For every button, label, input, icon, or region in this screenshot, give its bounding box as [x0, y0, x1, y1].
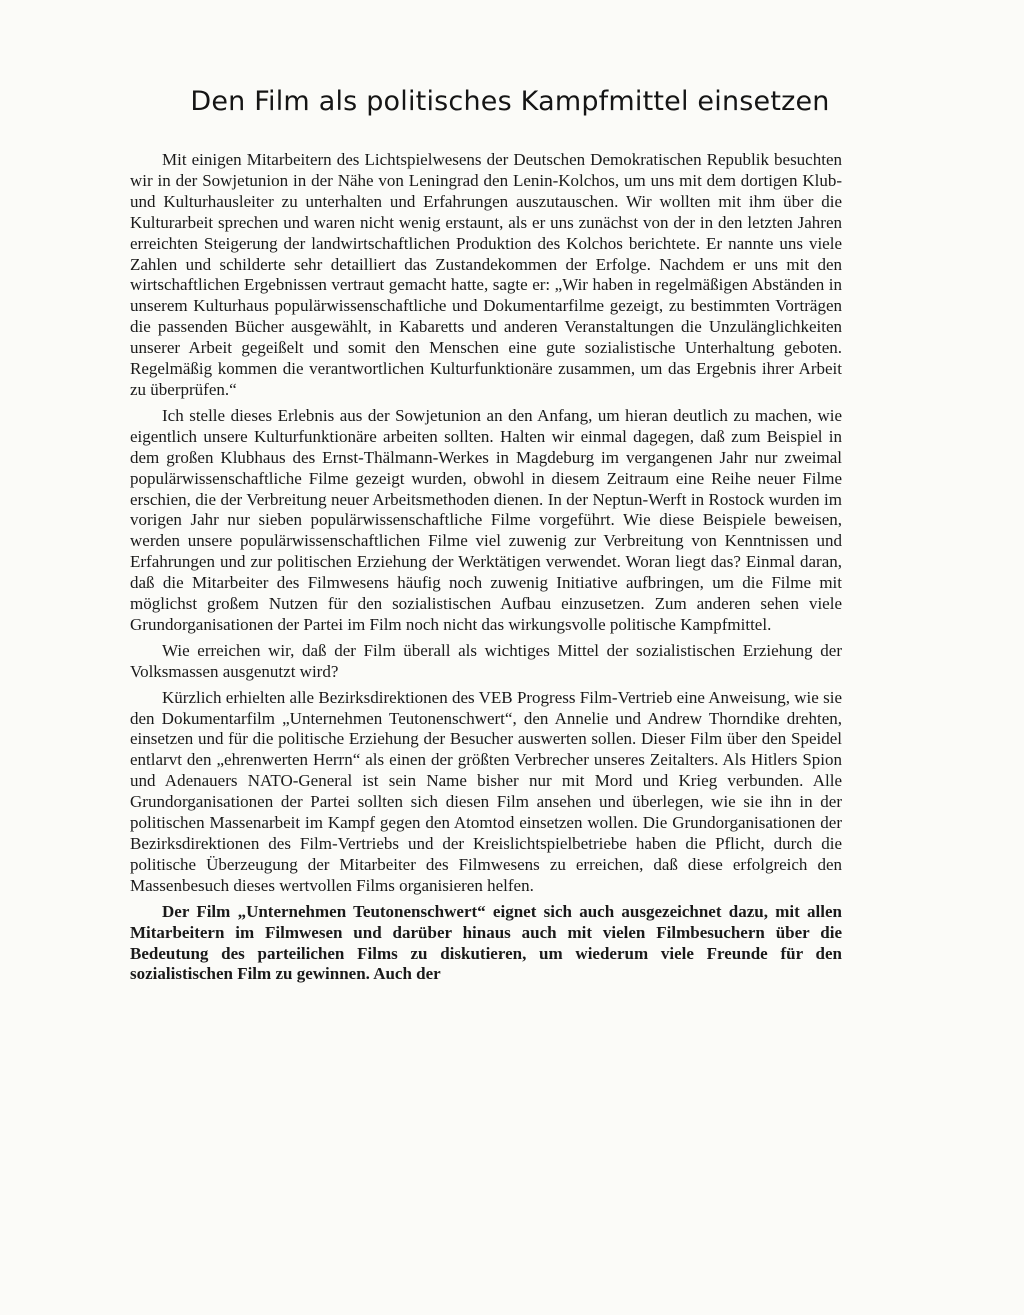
- paragraph-4: Kürzlich erhielten alle Bezirksdirektionen des VEB Progress Film-Vertrieb eine Anweisung, wie sie den Dokumentarfilm „Unternehmen Teutonenschwert“, den Annelie und Andrew Thorndike drehten, einsetzen und für die politische Erziehung der Besucher auswerten sollen. Dieser Film über den Speidel entlarvt den „ehrenwerten Herrn“ als einen der größten Verbrecher unseres Zeitalters. Als Hitlers Spion und Adenauers NATO-General ist sein Name bisher nur mit Mord und Krieg verbunden. Alle Grundorganisationen der Partei sollten sich diesen Film ansehen und überlegen, wie sie ihn in der politischen Massenarbeit im Kampf gegen den Atomtod einsetzen wollen. Die Grundorganisationen der Bezirksdirektionen des Film-Vertriebs und der Kreislichtspielbetriebe haben die Pflicht, durch die politische Überzeugung der Mitarbeiter des Filmwesens zu erreichen, daß diese erfolgreich den Massenbesuch dieses wertvollen Films organisieren helfen.: [130, 687, 842, 895]
- paragraph-5: Der Film „Unternehmen Teutonenschwert“ eignet sich auch ausgezeichnet dazu, mit allen Mitarbeitern im Filmwesen und darüber hinaus auch mit vielen Filmbesuchern über die Bedeutung des parteilichen Films zu diskutieren, um wiederum viele Freunde für den sozialistischen Film zu gewinnen. Auch der: [130, 901, 842, 984]
- paragraph-2: Ich stelle dieses Erlebnis aus der Sowjetunion an den Anfang, um hieran deutlich zu machen, wie eigentlich unsere Kulturfunktionäre arbeiten sollten. Halten wir einmal dagegen, daß zum Beispiel in dem großen Klubhaus des Ernst-Thälmann-Werkes in Magdeburg im vergangenen Jahr nur zweimal populärwissenschaftliche Filme gezeigt wurden, obwohl in diesem Zeitraum eine Reihe neuer Filme erschien, die der Verbreitung neuer Arbeitsmethoden dienen. In der Neptun-Werft in Rostock wurden im vorigen Jahr nur sieben populärwissenschaftliche Filme vorgeführt. Wie diese Beispiele beweisen, werden unsere populärwissenschaftlichen Filme viel zuwenig zur Verbreitung von Kenntnissen und Erfahrungen und zur politischen Erziehung der Werktätigen verwendet. Woran liegt das? Einmal daran, daß die Mitarbeiter des Filmwesens häufig noch zuwenig Initiative aufbringen, um die Filme mit möglichst großem Nutzen für den sozialistischen Aufbau einzusetzen. Zum anderen sehen viele Grundorganisationen der Partei im Film noch nicht das wirkungsvolle politische Kampfmittel.: [130, 405, 842, 634]
- page-title: Den Film als politisches Kampfmittel einsetzen: [190, 86, 830, 117]
- paragraph-1: Mit einigen Mitarbeitern des Lichtspielwesens der Deutschen Demokratischen Republik besuchten wir in der Sowjetunion in der Nähe von Leningrad den Lenin-Kolchos, um uns mit dem dortigen Klub- und Kulturhausleiter zu unterhalten und Erfahrungen auszutauschen. Wir wollten mit ihm über die Kulturarbeit sprechen und waren nicht wenig erstaunt, als er uns zunächst von der in den letzten Jahren erreichten Steigerung der landwirtschaftlichen Produktion des Kolchos berichtete. Er nannte uns viele Zahlen und schilderte sehr detailliert das Zustandekommen der Erfolge. Nachdem er uns mit den wirtschaftlichen Ergebnissen vertraut gemacht hatte, sagte er: „Wir haben in regelmäßigen Abständen in unserem Kulturhaus populärwissenschaftliche und Dokumentarfilme gezeigt, zu bestimmten Vorträgen die passenden Bücher ausgewählt, in Kabaretts und anderen Veranstaltungen die Unzulänglichkeiten unserer Arbeit gegeißelt und somit den Menschen eine gute sozialistische Unterhaltung geboten. Regelmäßig kommen die verantwortlichen Kulturfunktionäre zusammen, um das Ergebnis ihrer Arbeit zu überprüfen.“: [130, 150, 842, 399]
- paragraph-3: Wie erreichen wir, daß der Film überall als wichtiges Mittel der sozialistischen Erziehung der Volksmassen ausgenutzt wird?: [130, 640, 842, 681]
- article-body: [130, 150, 842, 990]
